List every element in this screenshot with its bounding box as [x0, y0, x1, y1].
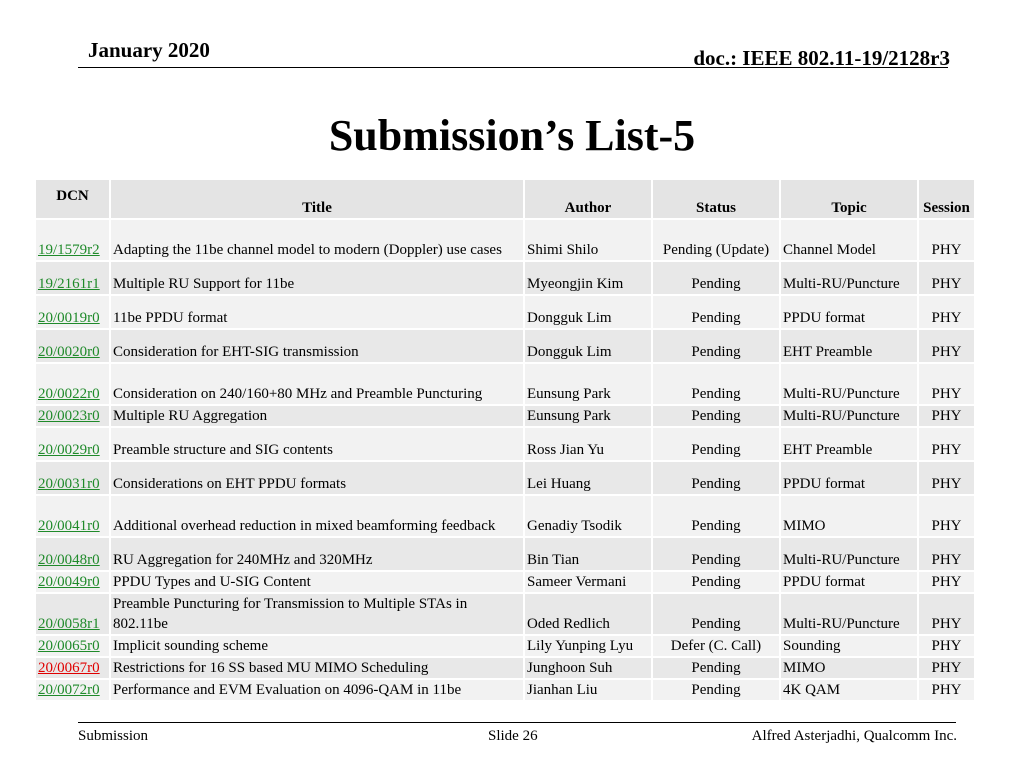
header-date: January 2020 [88, 38, 210, 62]
dcn-link[interactable]: 20/0049r0 [38, 574, 100, 590]
dcn-link[interactable]: 20/0058r1 [38, 616, 100, 632]
row-status: Pending [652, 495, 780, 537]
column-header-topic: Topic [780, 180, 918, 219]
table-row [36, 537, 975, 571]
dcn-link[interactable]: 20/0072r0 [38, 682, 100, 698]
row-title: Considerations on EHT PPDU formats [110, 461, 524, 495]
row-author: Lei Huang [524, 461, 652, 495]
row-session: PHY [918, 427, 975, 461]
row-topic: MIMO [780, 495, 918, 537]
row-session: PHY [918, 461, 975, 495]
row-author: Genadiy Tsodik [524, 495, 652, 537]
row-session: PHY [918, 363, 975, 405]
submission-table [36, 180, 976, 702]
column-header-author: Author [524, 180, 652, 219]
row-author: Sameer Vermani [524, 571, 652, 593]
row-session: PHY [918, 679, 975, 701]
row-session: PHY [918, 635, 975, 657]
row-author: Lily Yunping Lyu [524, 635, 652, 657]
row-topic: Multi-RU/Puncture [780, 261, 918, 295]
table-row [36, 495, 975, 537]
row-author: Eunsung Park [524, 363, 652, 405]
row-title: Restrictions for 16 SS based MU MIMO Scheduling [110, 657, 524, 679]
table-row [36, 679, 975, 701]
row-status: Pending [652, 657, 780, 679]
dcn-link[interactable]: 20/0019r0 [38, 310, 100, 326]
row-topic: PPDU format [780, 295, 918, 329]
row-title: Multiple RU Aggregation [110, 405, 524, 427]
dcn-link[interactable]: 19/2161r1 [38, 276, 100, 292]
row-author: Shimi Shilo [524, 219, 652, 261]
row-status: Pending [652, 261, 780, 295]
column-header-session: Session [918, 180, 975, 219]
table-header-row [36, 180, 975, 219]
row-title: Consideration on 240/160+80 MHz and Preamble Puncturing [110, 363, 524, 405]
header-doc-id: doc.: IEEE 802.11-19/2128r3 [693, 46, 950, 70]
row-author: Dongguk Lim [524, 329, 652, 363]
row-title: RU Aggregation for 240MHz and 320MHz [110, 537, 524, 571]
table-row [36, 261, 975, 295]
row-topic: Multi-RU/Puncture [780, 405, 918, 427]
row-session: PHY [918, 405, 975, 427]
footer-slide-number: Slide 26 [488, 728, 538, 744]
header-divider [78, 67, 948, 68]
column-header-title: Title [110, 180, 524, 219]
row-topic: Multi-RU/Puncture [780, 537, 918, 571]
row-author: Oded Redlich [524, 593, 652, 635]
row-status: Defer (C. Call) [652, 635, 780, 657]
dcn-link[interactable]: 20/0065r0 [38, 638, 100, 654]
row-author: Junghoon Suh [524, 657, 652, 679]
dcn-link[interactable]: 20/0048r0 [38, 552, 100, 568]
column-header-dcn: DCN [36, 180, 110, 219]
row-author: Jianhan Liu [524, 679, 652, 701]
dcn-link[interactable]: 20/0041r0 [38, 518, 100, 534]
row-session: PHY [918, 261, 975, 295]
row-session: PHY [918, 657, 975, 679]
table-row [36, 571, 975, 593]
footer-divider [78, 722, 956, 723]
dcn-link[interactable]: 20/0022r0 [38, 386, 100, 402]
row-status: Pending [652, 461, 780, 495]
dcn-link[interactable]: 19/1579r2 [38, 242, 100, 258]
row-session: PHY [918, 571, 975, 593]
row-topic: 4K QAM [780, 679, 918, 701]
row-author: Bin Tian [524, 537, 652, 571]
row-title: Multiple RU Support for 11be [110, 261, 524, 295]
row-title: Additional overhead reduction in mixed beamforming feedback [110, 495, 524, 537]
table-row [36, 461, 975, 495]
footer-submission: Submission [78, 728, 149, 744]
row-title: Implicit sounding scheme [110, 635, 524, 657]
row-topic: Channel Model [780, 219, 918, 261]
row-status: Pending [652, 427, 780, 461]
row-session: PHY [918, 329, 975, 363]
row-status: Pending [652, 593, 780, 635]
row-title: Consideration for EHT-SIG transmission [110, 329, 524, 363]
row-topic: PPDU format [780, 461, 918, 495]
row-author: Eunsung Park [524, 405, 652, 427]
row-author: Dongguk Lim [524, 295, 652, 329]
row-status: Pending [652, 295, 780, 329]
row-title: Preamble structure and SIG contents [110, 427, 524, 461]
table-row [36, 427, 975, 461]
table-row [36, 329, 975, 363]
row-status: Pending [652, 571, 780, 593]
slide-title: Submission’s List-5 [328, 111, 696, 160]
dcn-link-highlighted[interactable]: 20/0067r0 [38, 660, 100, 676]
row-status: Pending [652, 679, 780, 701]
row-topic: Multi-RU/Puncture [780, 363, 918, 405]
row-session: PHY [918, 219, 975, 261]
row-title: PPDU Types and U-SIG Content [110, 571, 524, 593]
row-author: Myeongjin Kim [524, 261, 652, 295]
row-status: Pending [652, 329, 780, 363]
row-topic: PPDU format [780, 571, 918, 593]
dcn-link[interactable]: 20/0031r0 [38, 476, 100, 492]
row-topic: Sounding [780, 635, 918, 657]
row-session: PHY [918, 295, 975, 329]
table-row [36, 405, 975, 427]
row-status: Pending [652, 537, 780, 571]
column-header-status: Status [652, 180, 780, 219]
footer-author: Alfred Asterjadhi, Qualcomm Inc. [751, 728, 957, 744]
row-title: Adapting the 11be channel model to modern (Doppler) use cases [110, 219, 524, 261]
table-row [36, 295, 975, 329]
row-session: PHY [918, 593, 975, 635]
row-title: Preamble Puncturing for Transmission to Multiple STAs in 802.11be [110, 593, 524, 635]
table-row [36, 363, 975, 405]
row-session: PHY [918, 537, 975, 571]
row-title: Performance and EVM Evaluation on 4096-QAM in 11be [110, 679, 524, 701]
dcn-link[interactable]: 20/0023r0 [38, 408, 100, 424]
row-status: Pending [652, 363, 780, 405]
row-topic: EHT Preamble [780, 329, 918, 363]
row-topic: Multi-RU/Puncture [780, 593, 918, 635]
row-session: PHY [918, 495, 975, 537]
row-status: Pending (Update) [652, 219, 780, 261]
table-row [36, 635, 975, 657]
row-title: 11be PPDU format [110, 295, 524, 329]
table-row [36, 593, 975, 635]
dcn-link[interactable]: 20/0020r0 [38, 344, 100, 360]
row-topic: MIMO [780, 657, 918, 679]
row-status: Pending [652, 405, 780, 427]
row-author: Ross Jian Yu [524, 427, 652, 461]
dcn-link[interactable]: 20/0029r0 [38, 442, 100, 458]
row-topic: EHT Preamble [780, 427, 918, 461]
table-row [36, 657, 975, 679]
table-row [36, 219, 975, 261]
